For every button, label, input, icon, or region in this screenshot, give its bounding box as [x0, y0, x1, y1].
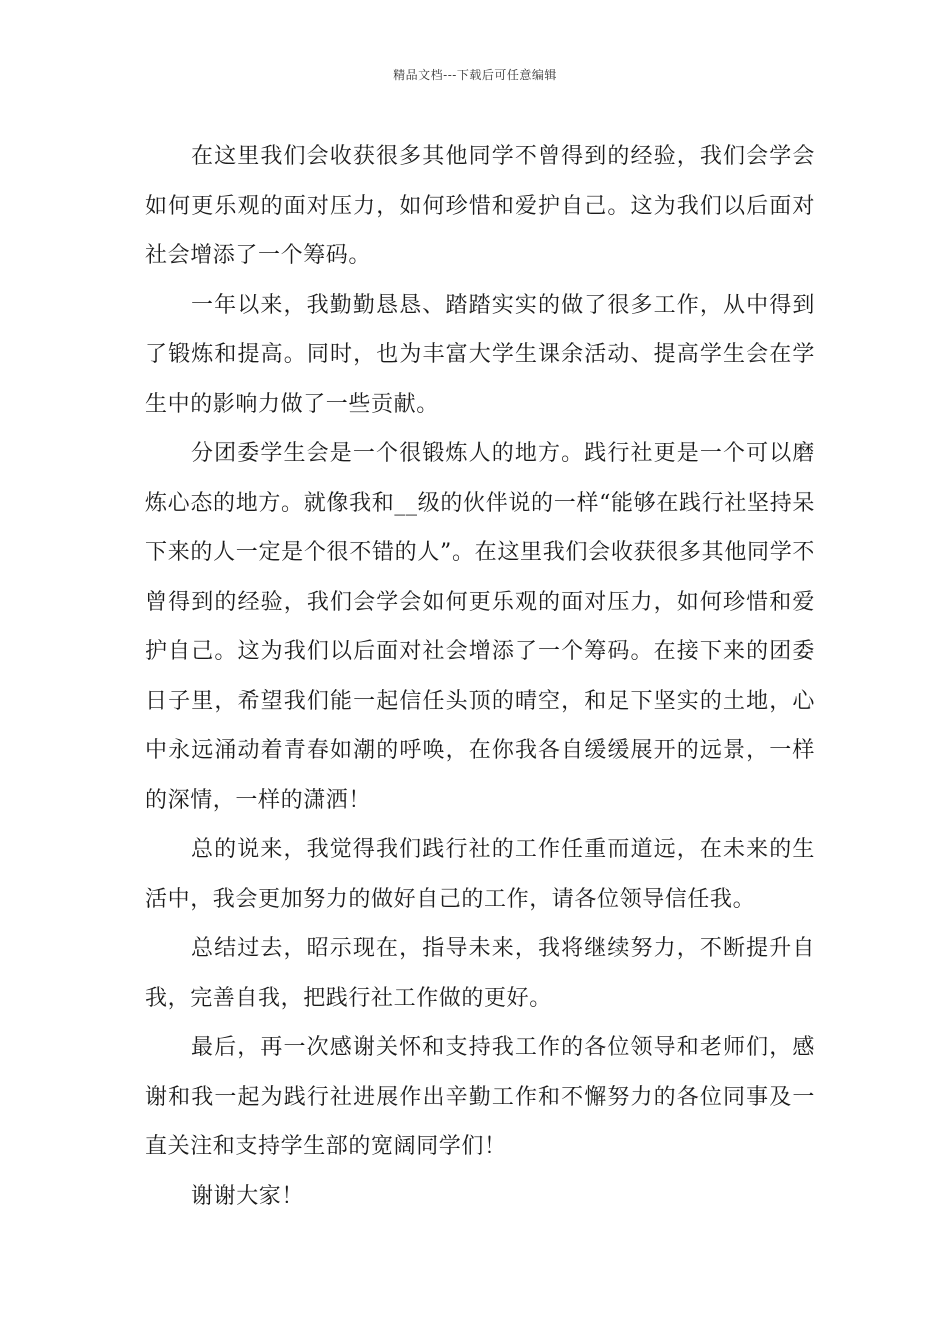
paragraph-student-union: 分团委学生会是一个很锻炼人的地方。践行社更是一个可以磨炼心态的地方。就像我和__级的伙伴说的一样“能够在践行社坚持呆下来的人一定是个很不错的人”。在这里我们会收获很多其他同学不曾得到的经验，我们会学会如何更乐观的面对压力，如何珍惜和爱护自己。这为我们以后面对社会增添了一个筹码。在接下来的团委日子里，希望我们能一起信任头顶的晴空，和足下坚实的土地，心中永远涌动着青春如潮的呼唤，在你我各自缓缓展开的远景，一样的深情，一样的潇洒！: [145, 441, 815, 813]
paragraph-future: 总结过去，昭示现在，指导未来，我将继续努力，不断提升自我，完善自我，把践行社工作做的更好。: [145, 936, 815, 1011]
paragraph-summary: 总的说来，我觉得我们践行社的工作任重而道远，在未来的生活中，我会更加努力的做好自己的工作，请各位领导信任我。: [145, 837, 815, 912]
paragraph-experience: 在这里我们会收获很多其他同学不曾得到的经验，我们会学会如何更乐观的面对压力，如何珍惜和爱护自己。这为我们以后面对社会增添了一个筹码。: [145, 144, 815, 268]
paragraph-thanks: 最后，再一次感谢关怀和支持我工作的各位领导和老师们，感谢和我一起为践行社进展作出辛勤工作和不懈努力的各位同事及一直关注和支持学生部的宽阔同学们！: [145, 1035, 815, 1159]
page-header: 精品文档---下载后可任意编辑: [393, 68, 557, 82]
paragraph-year-review: 一年以来，我勤勤恳恳、踏踏实实的做了很多工作，从中得到了锻炼和提高。同时，也为丰富大学生课余活动、提高学生会在学生中的影响力做了一些贡献。: [145, 292, 815, 417]
document-body: [145, 132, 815, 1221]
paragraph-closing: 谢谢大家！: [191, 1183, 305, 1209]
